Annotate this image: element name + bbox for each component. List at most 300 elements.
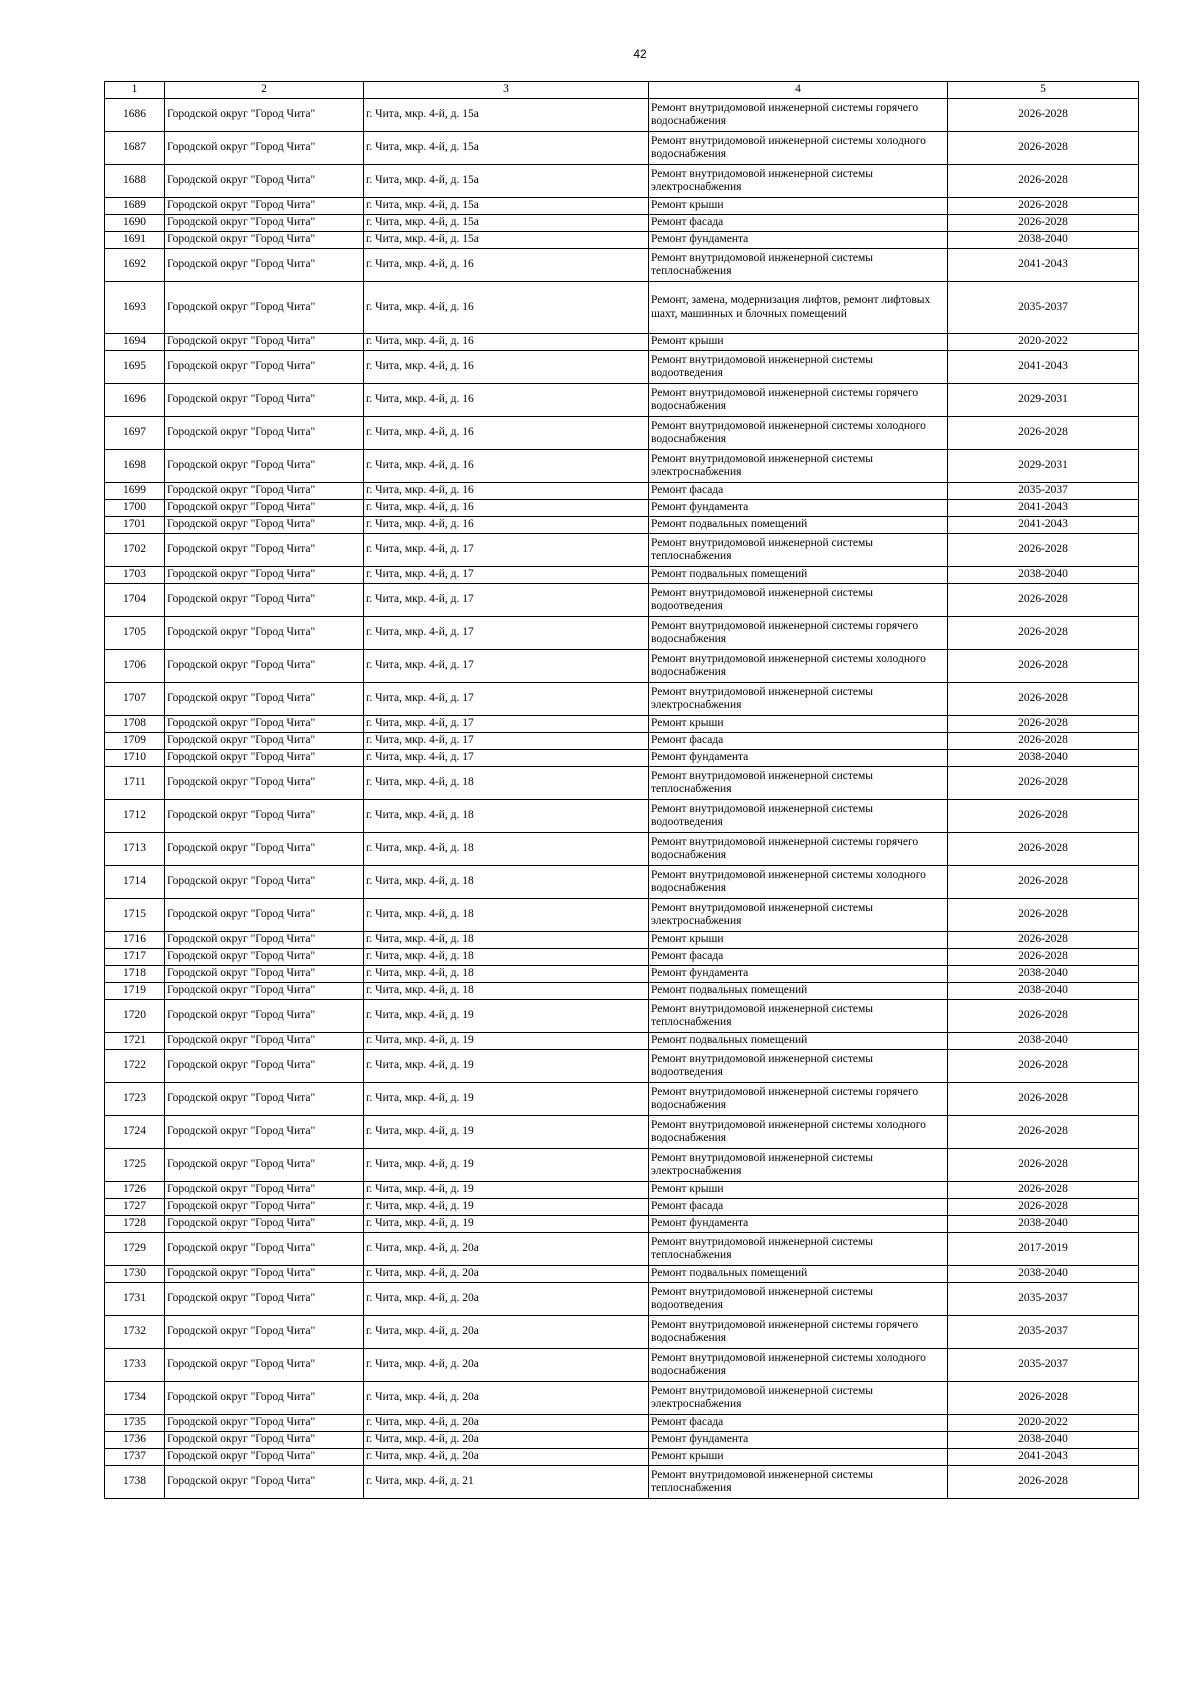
work-type-cell: Ремонт внутридомовой инженерной системы горячего водоснабжения: [649, 99, 948, 132]
period-cell: 2026-2028: [948, 683, 1139, 716]
address-cell: г. Чита, мкр. 4-й, д. 18: [364, 949, 649, 966]
row-number-cell: 1728: [105, 1216, 165, 1233]
municipality-cell: Городской округ "Город Чита": [165, 733, 364, 750]
period-cell: 2026-2028: [948, 899, 1139, 932]
table-row: [105, 1233, 1139, 1266]
municipality-cell: Городской округ "Город Чита": [165, 500, 364, 517]
row-number-cell: 1733: [105, 1349, 165, 1382]
period-cell: 2038-2040: [948, 232, 1139, 249]
work-type-cell: Ремонт внутридомовой инженерной системы водоотведения: [649, 1050, 948, 1083]
period-cell: 2020-2022: [948, 334, 1139, 351]
address-cell: г. Чита, мкр. 4-й, д. 17: [364, 683, 649, 716]
address-cell: г. Чита, мкр. 4-й, д. 18: [364, 899, 649, 932]
table-row: [105, 1033, 1139, 1050]
table-row: [105, 1432, 1139, 1449]
address-cell: г. Чита, мкр. 4-й, д. 20а: [364, 1316, 649, 1349]
row-number-cell: 1707: [105, 683, 165, 716]
period-cell: 2026-2028: [948, 1116, 1139, 1149]
table-row: [105, 417, 1139, 450]
period-cell: 2026-2028: [948, 800, 1139, 833]
work-type-cell: Ремонт внутридомовой инженерной системы холодного водоснабжения: [649, 1116, 948, 1149]
address-cell: г. Чита, мкр. 4-й, д. 19: [364, 1050, 649, 1083]
row-number-cell: 1690: [105, 215, 165, 232]
period-cell: 2035-2037: [948, 483, 1139, 500]
municipality-cell: Городской округ "Город Чита": [165, 1415, 364, 1432]
address-cell: г. Чита, мкр. 4-й, д. 18: [364, 767, 649, 800]
column-header: 1: [105, 82, 165, 99]
period-cell: 2026-2028: [948, 417, 1139, 450]
period-cell: 2035-2037: [948, 1316, 1139, 1349]
municipality-cell: Городской округ "Город Чита": [165, 1233, 364, 1266]
address-cell: г. Чита, мкр. 4-й, д. 18: [364, 800, 649, 833]
row-number-cell: 1686: [105, 99, 165, 132]
municipality-cell: Городской округ "Город Чита": [165, 249, 364, 282]
municipality-cell: Городской округ "Город Чита": [165, 567, 364, 584]
table-row: [105, 1415, 1139, 1432]
period-cell: 2041-2043: [948, 500, 1139, 517]
period-cell: 2026-2028: [948, 132, 1139, 165]
period-cell: 2041-2043: [948, 351, 1139, 384]
work-type-cell: Ремонт внутридомовой инженерной системы горячего водоснабжения: [649, 384, 948, 417]
row-number-cell: 1699: [105, 483, 165, 500]
table-row: [105, 1266, 1139, 1283]
work-type-cell: Ремонт внутридомовой инженерной системы теплоснабжения: [649, 1466, 948, 1499]
municipality-cell: Городской округ "Город Чита": [165, 1266, 364, 1283]
period-cell: 2026-2028: [948, 1083, 1139, 1116]
address-cell: г. Чита, мкр. 4-й, д. 20а: [364, 1349, 649, 1382]
table-row: [105, 1149, 1139, 1182]
address-cell: г. Чита, мкр. 4-й, д. 17: [364, 617, 649, 650]
municipality-cell: Городской округ "Город Чита": [165, 1316, 364, 1349]
table-row: [105, 1182, 1139, 1199]
municipality-cell: Городской округ "Город Чита": [165, 650, 364, 683]
municipality-cell: Городской округ "Город Чита": [165, 215, 364, 232]
row-number-cell: 1721: [105, 1033, 165, 1050]
municipality-cell: Городской округ "Город Чита": [165, 534, 364, 567]
work-type-cell: Ремонт внутридомовой инженерной системы водоотведения: [649, 584, 948, 617]
row-number-cell: 1718: [105, 966, 165, 983]
address-cell: г. Чита, мкр. 4-й, д. 19: [364, 1182, 649, 1199]
table-row: [105, 1083, 1139, 1116]
municipality-cell: Городской округ "Город Чита": [165, 450, 364, 483]
municipality-cell: Городской округ "Город Чита": [165, 1466, 364, 1499]
row-number-cell: 1726: [105, 1182, 165, 1199]
table-row: [105, 866, 1139, 899]
table-row: [105, 899, 1139, 932]
work-type-cell: Ремонт внутридомовой инженерной системы горячего водоснабжения: [649, 1083, 948, 1116]
row-number-cell: 1729: [105, 1233, 165, 1266]
work-type-cell: Ремонт внутридомовой инженерной системы холодного водоснабжения: [649, 1349, 948, 1382]
municipality-cell: Городской округ "Город Чита": [165, 750, 364, 767]
table-body: [105, 99, 1139, 1499]
row-number-cell: 1703: [105, 567, 165, 584]
table-row: [105, 232, 1139, 249]
municipality-cell: Городской округ "Город Чита": [165, 99, 364, 132]
address-cell: г. Чита, мкр. 4-й, д. 16: [364, 483, 649, 500]
period-cell: 2038-2040: [948, 1432, 1139, 1449]
work-type-cell: Ремонт внутридомовой инженерной системы электроснабжения: [649, 1382, 948, 1415]
table-row: [105, 733, 1139, 750]
table-row: [105, 932, 1139, 949]
address-cell: г. Чита, мкр. 4-й, д. 16: [364, 384, 649, 417]
table-row: [105, 1316, 1139, 1349]
work-type-cell: Ремонт фундамента: [649, 966, 948, 983]
period-cell: 2026-2028: [948, 932, 1139, 949]
address-cell: г. Чита, мкр. 4-й, д. 16: [364, 517, 649, 534]
address-cell: г. Чита, мкр. 4-й, д. 16: [364, 249, 649, 282]
work-type-cell: Ремонт фундамента: [649, 750, 948, 767]
municipality-cell: Городской округ "Город Чита": [165, 1283, 364, 1316]
table-row: [105, 833, 1139, 866]
row-number-cell: 1712: [105, 800, 165, 833]
address-cell: г. Чита, мкр. 4-й, д. 20а: [364, 1266, 649, 1283]
period-cell: 2029-2031: [948, 384, 1139, 417]
municipality-cell: Городской округ "Город Чита": [165, 1182, 364, 1199]
row-number-cell: 1723: [105, 1083, 165, 1116]
municipality-cell: Городской округ "Город Чита": [165, 1083, 364, 1116]
table-row: [105, 384, 1139, 417]
table-row: [105, 584, 1139, 617]
municipality-cell: Городской округ "Город Чита": [165, 334, 364, 351]
header-row: [105, 82, 1139, 99]
municipality-cell: Городской округ "Город Чита": [165, 800, 364, 833]
row-number-cell: 1734: [105, 1382, 165, 1415]
row-number-cell: 1687: [105, 132, 165, 165]
period-cell: 2041-2043: [948, 517, 1139, 534]
period-cell: 2038-2040: [948, 1216, 1139, 1233]
period-cell: 2041-2043: [948, 1449, 1139, 1466]
work-type-cell: Ремонт крыши: [649, 334, 948, 351]
table-row: [105, 1382, 1139, 1415]
work-type-cell: Ремонт фундамента: [649, 1216, 948, 1233]
row-number-cell: 1689: [105, 198, 165, 215]
period-cell: 2017-2019: [948, 1233, 1139, 1266]
address-cell: г. Чита, мкр. 4-й, д. 18: [364, 983, 649, 1000]
period-cell: 2038-2040: [948, 966, 1139, 983]
address-cell: г. Чита, мкр. 4-й, д. 19: [364, 1216, 649, 1233]
row-number-cell: 1693: [105, 282, 165, 334]
row-number-cell: 1720: [105, 1000, 165, 1033]
address-cell: г. Чита, мкр. 4-й, д. 19: [364, 1000, 649, 1033]
row-number-cell: 1709: [105, 733, 165, 750]
period-cell: 2026-2028: [948, 1149, 1139, 1182]
table-row: [105, 683, 1139, 716]
period-cell: 2041-2043: [948, 249, 1139, 282]
period-cell: 2029-2031: [948, 450, 1139, 483]
work-type-cell: Ремонт фасада: [649, 733, 948, 750]
table-row: [105, 249, 1139, 282]
row-number-cell: 1725: [105, 1149, 165, 1182]
work-type-cell: Ремонт, замена, модернизация лифтов, ремонт лифтовых шахт, машинных и блочных помещений: [649, 282, 948, 334]
municipality-cell: Городской округ "Город Чита": [165, 517, 364, 534]
row-number-cell: 1711: [105, 767, 165, 800]
row-number-cell: 1736: [105, 1432, 165, 1449]
municipality-cell: Городской округ "Город Чита": [165, 767, 364, 800]
work-type-cell: Ремонт подвальных помещений: [649, 517, 948, 534]
table-row: [105, 534, 1139, 567]
period-cell: 2026-2028: [948, 833, 1139, 866]
address-cell: г. Чита, мкр. 4-й, д. 19: [364, 1199, 649, 1216]
table-row: [105, 483, 1139, 500]
row-number-cell: 1735: [105, 1415, 165, 1432]
municipality-cell: Городской округ "Город Чита": [165, 716, 364, 733]
period-cell: 2038-2040: [948, 750, 1139, 767]
row-number-cell: 1705: [105, 617, 165, 650]
period-cell: 2026-2028: [948, 617, 1139, 650]
table-row: [105, 1216, 1139, 1233]
work-type-cell: Ремонт внутридомовой инженерной системы холодного водоснабжения: [649, 417, 948, 450]
row-number-cell: 1691: [105, 232, 165, 249]
row-number-cell: 1724: [105, 1116, 165, 1149]
table-row: [105, 1000, 1139, 1033]
row-number-cell: 1706: [105, 650, 165, 683]
work-type-cell: Ремонт внутридомовой инженерной системы электроснабжения: [649, 683, 948, 716]
row-number-cell: 1738: [105, 1466, 165, 1499]
table-row: [105, 800, 1139, 833]
period-cell: 2026-2028: [948, 949, 1139, 966]
work-type-cell: Ремонт внутридомовой инженерной системы теплоснабжения: [649, 1233, 948, 1266]
work-type-cell: Ремонт внутридомовой инженерной системы теплоснабжения: [649, 767, 948, 800]
address-cell: г. Чита, мкр. 4-й, д. 16: [364, 351, 649, 384]
address-cell: г. Чита, мкр. 4-й, д. 20а: [364, 1432, 649, 1449]
address-cell: г. Чита, мкр. 4-й, д. 20а: [364, 1283, 649, 1316]
table-row: [105, 966, 1139, 983]
table-row: [105, 450, 1139, 483]
table-row: [105, 1116, 1139, 1149]
work-type-cell: Ремонт фасада: [649, 215, 948, 232]
municipality-cell: Городской округ "Город Чита": [165, 1432, 364, 1449]
address-cell: г. Чита, мкр. 4-й, д. 18: [364, 866, 649, 899]
row-number-cell: 1710: [105, 750, 165, 767]
row-number-cell: 1694: [105, 334, 165, 351]
address-cell: г. Чита, мкр. 4-й, д. 15а: [364, 232, 649, 249]
work-type-cell: Ремонт внутридомовой инженерной системы водоотведения: [649, 351, 948, 384]
table-row: [105, 99, 1139, 132]
municipality-cell: Городской округ "Город Чита": [165, 165, 364, 198]
work-type-cell: Ремонт внутридомовой инженерной системы холодного водоснабжения: [649, 866, 948, 899]
table-row: [105, 1050, 1139, 1083]
row-number-cell: 1722: [105, 1050, 165, 1083]
work-type-cell: Ремонт внутридомовой инженерной системы водоотведения: [649, 1283, 948, 1316]
table-row: [105, 215, 1139, 232]
address-cell: г. Чита, мкр. 4-й, д. 20а: [364, 1382, 649, 1415]
row-number-cell: 1695: [105, 351, 165, 384]
work-type-cell: Ремонт фасада: [649, 483, 948, 500]
table-row: [105, 750, 1139, 767]
work-type-cell: Ремонт внутридомовой инженерной системы горячего водоснабжения: [649, 1316, 948, 1349]
period-cell: 2026-2028: [948, 716, 1139, 733]
row-number-cell: 1737: [105, 1449, 165, 1466]
table-row: [105, 1449, 1139, 1466]
municipality-cell: Городской округ "Город Чита": [165, 1050, 364, 1083]
municipality-cell: Городской округ "Город Чита": [165, 282, 364, 334]
municipality-cell: Городской округ "Город Чита": [165, 866, 364, 899]
row-number-cell: 1697: [105, 417, 165, 450]
period-cell: 2038-2040: [948, 1033, 1139, 1050]
work-type-cell: Ремонт фундамента: [649, 232, 948, 249]
municipality-cell: Городской округ "Город Чита": [165, 232, 364, 249]
work-type-cell: Ремонт внутридомовой инженерной системы теплоснабжения: [649, 249, 948, 282]
row-number-cell: 1714: [105, 866, 165, 899]
table-row: [105, 1283, 1139, 1316]
address-cell: г. Чита, мкр. 4-й, д. 16: [364, 417, 649, 450]
period-cell: 2026-2028: [948, 165, 1139, 198]
work-type-cell: Ремонт крыши: [649, 198, 948, 215]
municipality-cell: Городской округ "Город Чита": [165, 384, 364, 417]
address-cell: г. Чита, мкр. 4-й, д. 17: [364, 650, 649, 683]
address-cell: г. Чита, мкр. 4-й, д. 17: [364, 716, 649, 733]
address-cell: г. Чита, мкр. 4-й, д. 17: [364, 534, 649, 567]
municipality-cell: Городской округ "Город Чита": [165, 1199, 364, 1216]
row-number-cell: 1730: [105, 1266, 165, 1283]
work-type-cell: Ремонт фасада: [649, 1415, 948, 1432]
address-cell: г. Чита, мкр. 4-й, д. 18: [364, 833, 649, 866]
work-type-cell: Ремонт крыши: [649, 1449, 948, 1466]
row-number-cell: 1696: [105, 384, 165, 417]
row-number-cell: 1698: [105, 450, 165, 483]
work-type-cell: Ремонт внутридомовой инженерной системы электроснабжения: [649, 1149, 948, 1182]
work-type-cell: Ремонт фасада: [649, 1199, 948, 1216]
address-cell: г. Чита, мкр. 4-й, д. 18: [364, 932, 649, 949]
work-type-cell: Ремонт фундамента: [649, 1432, 948, 1449]
table-row: [105, 198, 1139, 215]
period-cell: 2026-2028: [948, 1382, 1139, 1415]
period-cell: 2026-2028: [948, 534, 1139, 567]
row-number-cell: 1692: [105, 249, 165, 282]
work-type-cell: Ремонт подвальных помещений: [649, 983, 948, 1000]
address-cell: г. Чита, мкр. 4-й, д. 15а: [364, 215, 649, 232]
municipality-cell: Городской округ "Город Чита": [165, 417, 364, 450]
address-cell: г. Чита, мкр. 4-й, д. 15а: [364, 165, 649, 198]
municipality-cell: Городской округ "Город Чита": [165, 949, 364, 966]
period-cell: 2026-2028: [948, 767, 1139, 800]
period-cell: 2026-2028: [948, 1182, 1139, 1199]
municipality-cell: Городской округ "Город Чита": [165, 198, 364, 215]
address-cell: г. Чита, мкр. 4-й, д. 17: [364, 567, 649, 584]
work-type-cell: Ремонт крыши: [649, 932, 948, 949]
address-cell: г. Чита, мкр. 4-й, д. 20а: [364, 1233, 649, 1266]
column-header: 3: [364, 82, 649, 99]
address-cell: г. Чита, мкр. 4-й, д. 17: [364, 733, 649, 750]
row-number-cell: 1719: [105, 983, 165, 1000]
table-row: [105, 949, 1139, 966]
municipality-cell: Городской округ "Город Чита": [165, 1000, 364, 1033]
row-number-cell: 1701: [105, 517, 165, 534]
page-number: 42: [633, 47, 647, 61]
row-number-cell: 1708: [105, 716, 165, 733]
work-type-cell: Ремонт внутридомовой инженерной системы электроснабжения: [649, 450, 948, 483]
table-row: [105, 1466, 1139, 1499]
period-cell: 2035-2037: [948, 1349, 1139, 1382]
municipality-cell: Городской округ "Город Чита": [165, 1116, 364, 1149]
row-number-cell: 1700: [105, 500, 165, 517]
table-row: [105, 983, 1139, 1000]
work-type-cell: Ремонт крыши: [649, 1182, 948, 1199]
work-type-cell: Ремонт внутридомовой инженерной системы горячего водоснабжения: [649, 833, 948, 866]
address-cell: г. Чита, мкр. 4-й, д. 16: [364, 500, 649, 517]
period-cell: 2020-2022: [948, 1415, 1139, 1432]
municipality-cell: Городской округ "Город Чита": [165, 966, 364, 983]
period-cell: 2035-2037: [948, 282, 1139, 334]
row-number-cell: 1732: [105, 1316, 165, 1349]
repair-schedule-table: [104, 81, 1139, 1499]
municipality-cell: Городской округ "Город Чита": [165, 1349, 364, 1382]
address-cell: г. Чита, мкр. 4-й, д. 15а: [364, 198, 649, 215]
municipality-cell: Городской округ "Город Чита": [165, 932, 364, 949]
address-cell: г. Чита, мкр. 4-й, д. 21: [364, 1466, 649, 1499]
municipality-cell: Городской округ "Город Чита": [165, 899, 364, 932]
work-type-cell: Ремонт внутридомовой инженерной системы холодного водоснабжения: [649, 132, 948, 165]
work-type-cell: Ремонт крыши: [649, 716, 948, 733]
municipality-cell: Городской округ "Город Чита": [165, 983, 364, 1000]
address-cell: г. Чита, мкр. 4-й, д. 15а: [364, 132, 649, 165]
work-type-cell: Ремонт внутридомовой инженерной системы водоотведения: [649, 800, 948, 833]
period-cell: 2026-2028: [948, 1050, 1139, 1083]
period-cell: 2026-2028: [948, 1000, 1139, 1033]
municipality-cell: Городской округ "Город Чита": [165, 483, 364, 500]
table-row: [105, 334, 1139, 351]
row-number-cell: 1717: [105, 949, 165, 966]
work-type-cell: Ремонт подвальных помещений: [649, 1266, 948, 1283]
work-type-cell: Ремонт внутридомовой инженерной системы горячего водоснабжения: [649, 617, 948, 650]
table-row: [105, 617, 1139, 650]
period-cell: 2026-2028: [948, 1466, 1139, 1499]
period-cell: 2026-2028: [948, 198, 1139, 215]
work-type-cell: Ремонт внутридомовой инженерной системы электроснабжения: [649, 899, 948, 932]
table-row: [105, 1199, 1139, 1216]
table-row: [105, 165, 1139, 198]
row-number-cell: 1715: [105, 899, 165, 932]
municipality-cell: Городской округ "Город Чита": [165, 351, 364, 384]
table-row: [105, 282, 1139, 334]
table-row: [105, 567, 1139, 584]
table-row: [105, 351, 1139, 384]
address-cell: г. Чита, мкр. 4-й, д. 19: [364, 1033, 649, 1050]
address-cell: г. Чита, мкр. 4-й, д. 16: [364, 282, 649, 334]
work-type-cell: Ремонт внутридомовой инженерной системы электроснабжения: [649, 165, 948, 198]
municipality-cell: Городской округ "Город Чита": [165, 1449, 364, 1466]
municipality-cell: Городской округ "Город Чита": [165, 833, 364, 866]
period-cell: 2035-2037: [948, 1283, 1139, 1316]
work-type-cell: Ремонт внутридомовой инженерной системы теплоснабжения: [649, 534, 948, 567]
row-number-cell: 1704: [105, 584, 165, 617]
address-cell: г. Чита, мкр. 4-й, д. 18: [364, 966, 649, 983]
row-number-cell: 1727: [105, 1199, 165, 1216]
address-cell: г. Чита, мкр. 4-й, д. 15а: [364, 99, 649, 132]
table-row: [105, 132, 1139, 165]
row-number-cell: 1713: [105, 833, 165, 866]
period-cell: 2038-2040: [948, 567, 1139, 584]
municipality-cell: Городской округ "Город Чита": [165, 1149, 364, 1182]
period-cell: 2038-2040: [948, 983, 1139, 1000]
address-cell: г. Чита, мкр. 4-й, д. 19: [364, 1083, 649, 1116]
table-row: [105, 517, 1139, 534]
row-number-cell: 1702: [105, 534, 165, 567]
table-row: [105, 650, 1139, 683]
work-type-cell: Ремонт подвальных помещений: [649, 1033, 948, 1050]
work-type-cell: Ремонт фасада: [649, 949, 948, 966]
work-type-cell: Ремонт внутридомовой инженерной системы теплоснабжения: [649, 1000, 948, 1033]
table-row: [105, 767, 1139, 800]
municipality-cell: Городской округ "Город Чита": [165, 1382, 364, 1415]
address-cell: г. Чита, мкр. 4-й, д. 20а: [364, 1415, 649, 1432]
address-cell: г. Чита, мкр. 4-й, д. 17: [364, 750, 649, 767]
period-cell: 2026-2028: [948, 866, 1139, 899]
municipality-cell: Городской округ "Город Чита": [165, 617, 364, 650]
row-number-cell: 1688: [105, 165, 165, 198]
municipality-cell: Городской округ "Город Чита": [165, 1216, 364, 1233]
period-cell: 2026-2028: [948, 99, 1139, 132]
